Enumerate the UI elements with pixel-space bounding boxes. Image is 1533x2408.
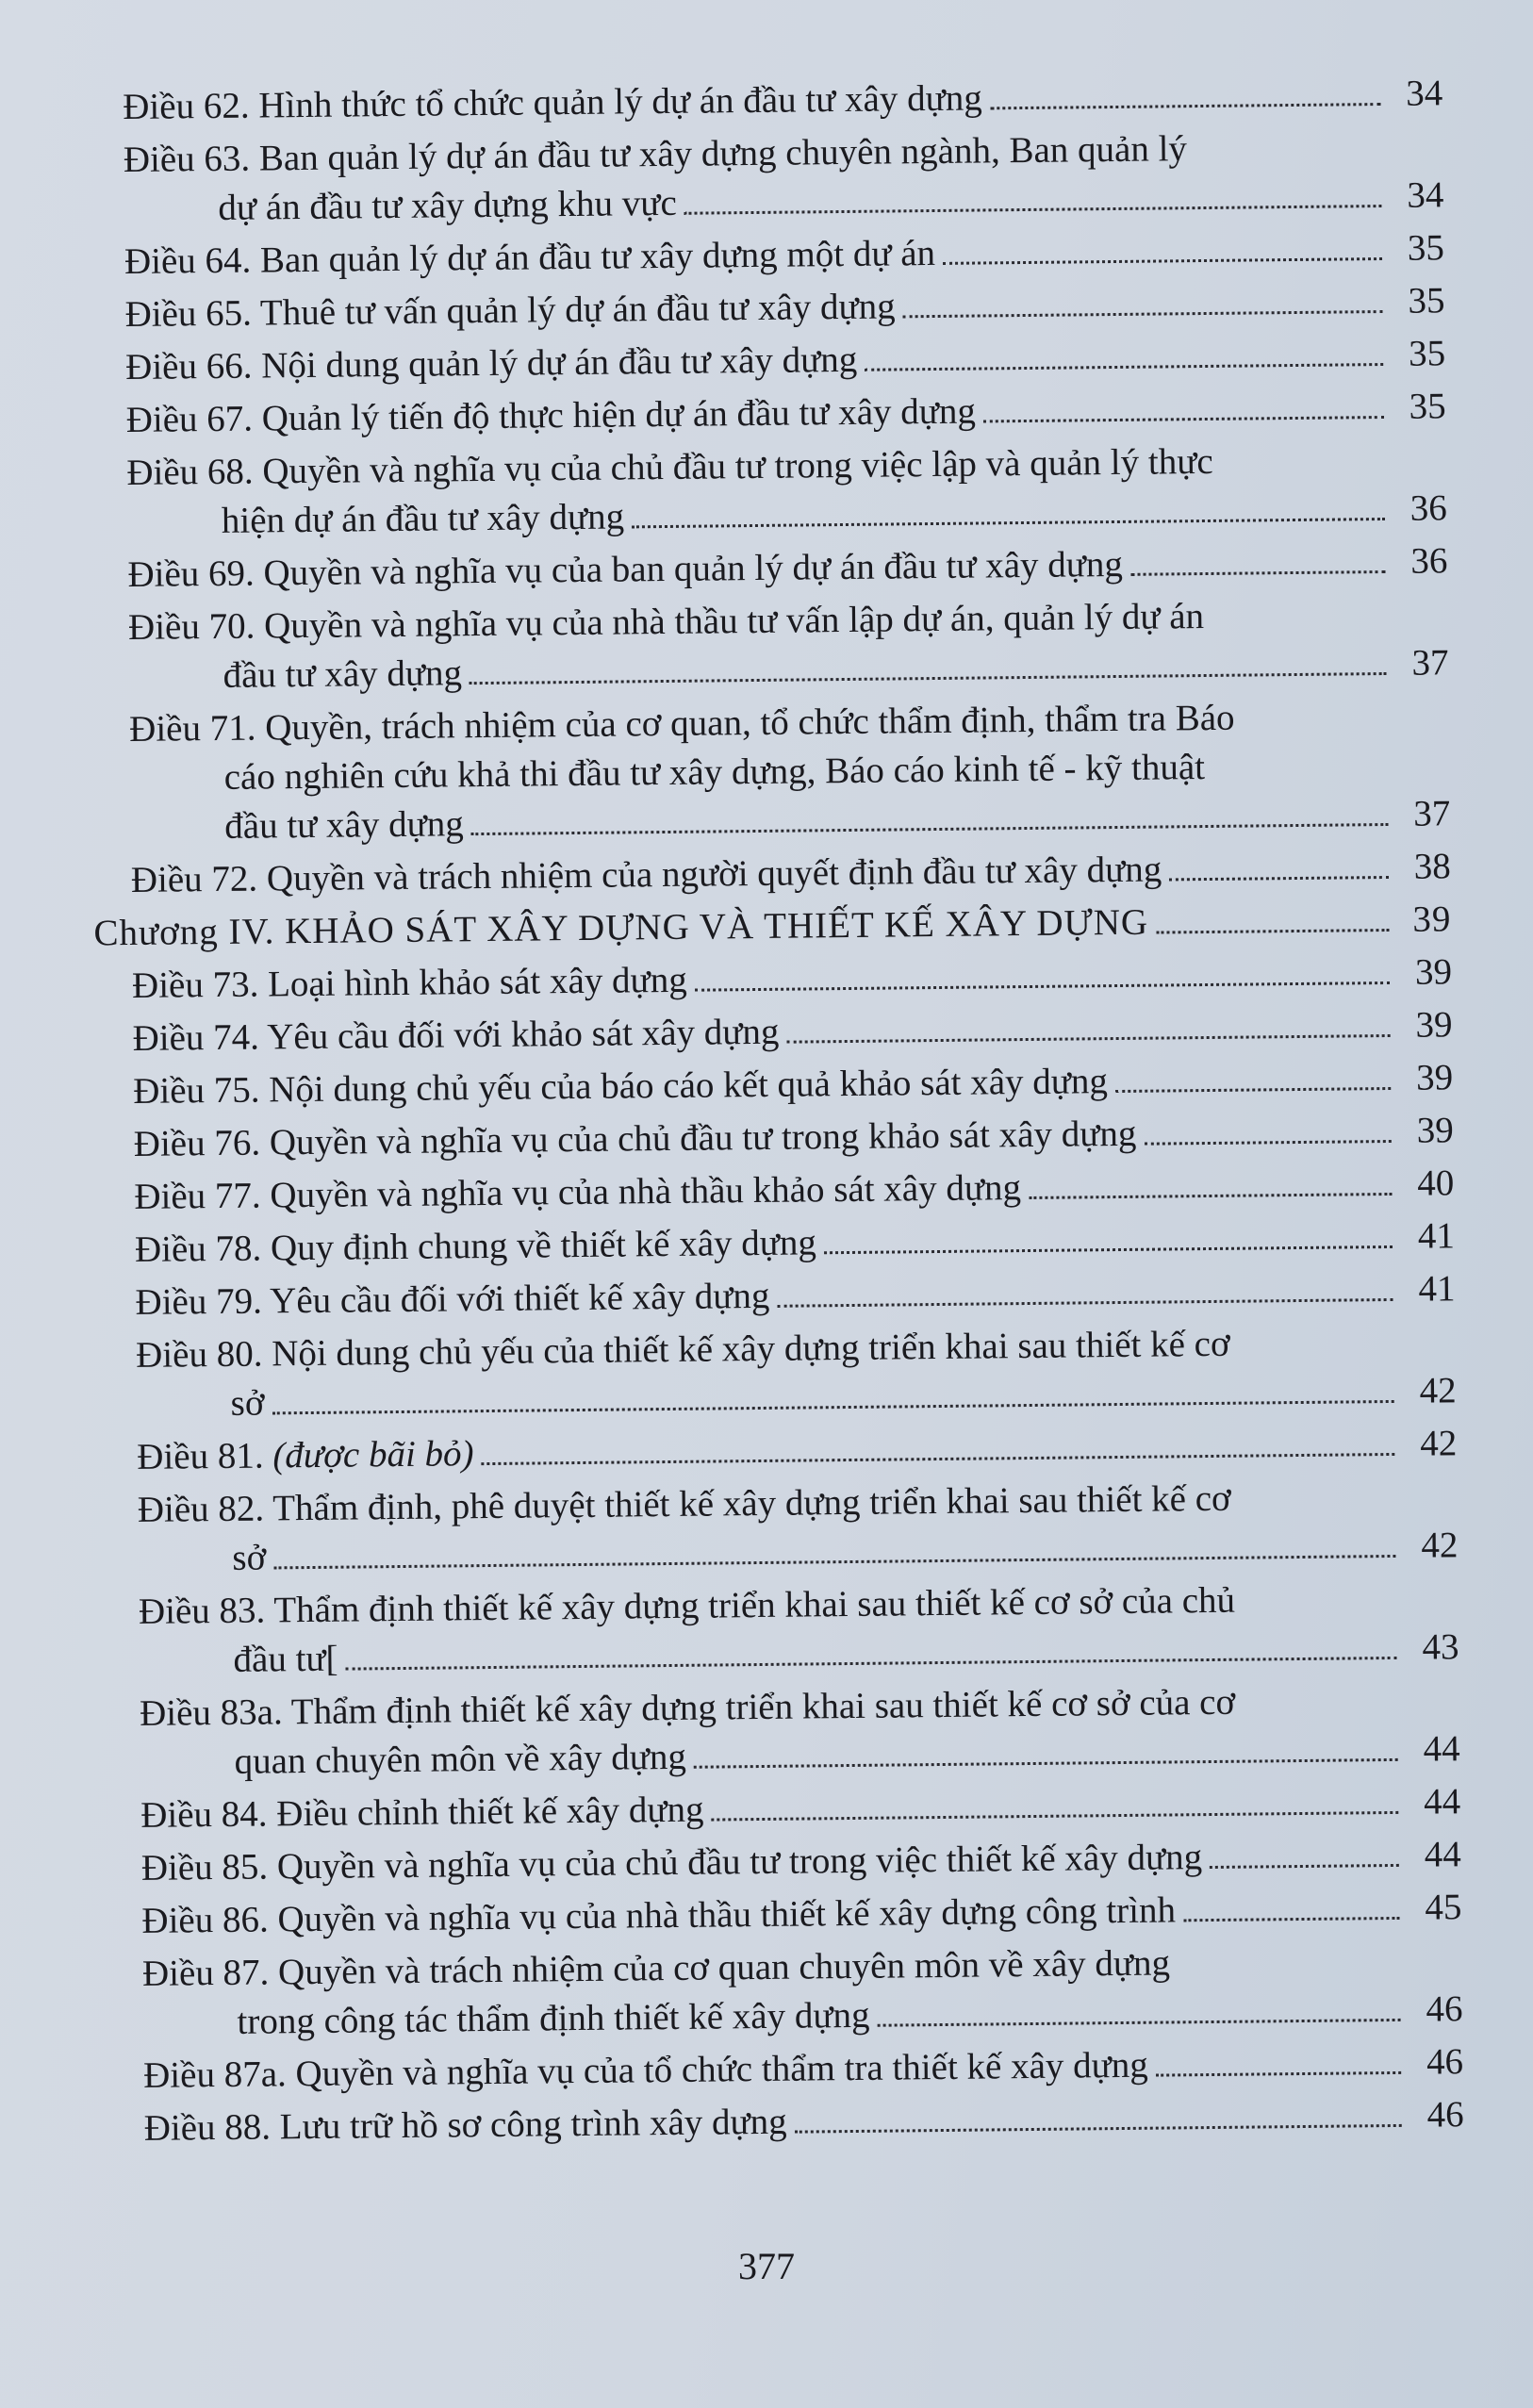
toc-entry bbox=[136, 1317, 1457, 1429]
toc-entry-title: Điều 65. Thuê tư vấn quản lý dự án đầu tư xây dựng bbox=[124, 286, 896, 335]
toc-entry-title: cáo nghiên cứu khả thi đầu tư xây dựng, Báo cáo kinh tế - kỹ thuật bbox=[223, 747, 1206, 798]
toc-entry-line bbox=[143, 2037, 1463, 2101]
dot-leader bbox=[470, 672, 1386, 684]
toc-entry bbox=[142, 1936, 1463, 2048]
toc-entry-title: Điều 63. Ban quản lý dự án đầu tư xây dựng chuyên ngành, Ban quản lý bbox=[123, 128, 1188, 180]
toc-entry bbox=[132, 948, 1452, 1011]
toc-page-number: 44 bbox=[1424, 1834, 1461, 1875]
dot-leader bbox=[795, 2124, 1402, 2134]
toc-entry-line bbox=[93, 895, 1451, 958]
toc-entry bbox=[124, 276, 1444, 339]
toc-entry bbox=[138, 1472, 1459, 1584]
toc-entry-line bbox=[124, 223, 1444, 287]
toc-page-number: 44 bbox=[1423, 1781, 1461, 1822]
toc-page-number: 39 bbox=[1412, 899, 1452, 940]
toc-entry-line bbox=[135, 1212, 1455, 1275]
toc-entry-title: Điều 88. Lưu trữ hồ sơ công trình xây dựng bbox=[143, 2101, 787, 2149]
toc-entry bbox=[135, 1264, 1455, 1328]
toc-page-number: 35 bbox=[1408, 333, 1446, 374]
toc-entry bbox=[143, 2090, 1463, 2153]
dot-leader bbox=[273, 1555, 1395, 1569]
toc-entry-title: Điều 83a. Thẩm định thiết kế xây dựng triển khai sau thiết kế cơ sở của cơ bbox=[139, 1681, 1236, 1734]
dot-leader bbox=[1210, 1864, 1399, 1869]
toc-page-number: 42 bbox=[1419, 1370, 1457, 1411]
toc-entry-line bbox=[134, 1106, 1454, 1169]
toc-entry-title: Điều 74. Yêu cầu đối với khảo sát xây dựng bbox=[132, 1011, 780, 1059]
toc-entry bbox=[129, 691, 1451, 852]
dot-leader bbox=[1115, 1087, 1391, 1093]
toc-entry-line bbox=[134, 1159, 1454, 1222]
dot-leader bbox=[990, 103, 1380, 109]
repealed-note: (được bãi bỏ) bbox=[272, 1433, 474, 1476]
toc-entry-title: Điều 86. Quyền và nghĩa vụ của nhà thầu thiết kế xây dựng công trình bbox=[141, 1889, 1177, 1941]
toc-page-number: 44 bbox=[1423, 1728, 1460, 1770]
dot-leader bbox=[1130, 570, 1386, 576]
dot-leader bbox=[824, 1245, 1393, 1254]
toc-entry-title: Điều 70. Quyền và nghĩa vụ của nhà thầu tư vấn lập dự án, quản lý dự án bbox=[127, 596, 1205, 648]
toc-entry-title: Điều 71. Quyền, trách nhiệm của cơ quan, tổ chức thẩm định, thẩm tra Báo bbox=[128, 697, 1235, 750]
toc-entry bbox=[124, 223, 1444, 287]
dot-leader bbox=[787, 1034, 1391, 1044]
toc-entry-title: Chương IV. KHẢO SÁT XÂY DỰNG VÀ THIẾT KẾ XÂY DỰNG bbox=[93, 901, 1149, 954]
toc-entry-title: Điều 72. Quyền và trách nhiệm của người quyết định đầu tư xây dựng bbox=[130, 849, 1162, 900]
dot-leader bbox=[1029, 1193, 1392, 1199]
page-number: 377 bbox=[738, 2245, 795, 2287]
toc-entry bbox=[143, 2037, 1463, 2101]
dot-leader bbox=[777, 1298, 1393, 1308]
toc-page-number: 46 bbox=[1426, 1988, 1463, 2030]
toc-page-number: 37 bbox=[1411, 642, 1449, 684]
toc-entry-title: dự án đầu tư xây dựng khu vực bbox=[218, 182, 677, 228]
toc-entry-line bbox=[140, 1777, 1460, 1840]
dot-leader bbox=[694, 1758, 1398, 1769]
toc-page-number: 41 bbox=[1418, 1268, 1456, 1310]
toc-entry-title: Điều 87. Quyền và trách nhiệm của cơ quan chuyên môn về xây dựng bbox=[141, 1942, 1171, 1994]
toc-entry-title: trong công tác thẩm định thiết kế xây dựng bbox=[237, 1994, 870, 2042]
toc-entry-title: Điều 82. Thẩm định, phê duyệt thiết kế xây dựng triển khai sau thiết kế cơ bbox=[137, 1477, 1231, 1530]
toc-page-number: 40 bbox=[1417, 1163, 1455, 1204]
toc-entry-line bbox=[143, 2090, 1463, 2153]
toc-entry-line bbox=[132, 1000, 1452, 1064]
toc-entry-line bbox=[135, 1264, 1455, 1328]
toc-entry-line bbox=[133, 1053, 1453, 1116]
toc-entry-title: Điều 84. Điều chỉnh thiết kế xây dựng bbox=[140, 1789, 704, 1836]
dot-leader bbox=[695, 981, 1390, 992]
toc-entry bbox=[140, 1675, 1460, 1788]
toc-entry-line bbox=[125, 329, 1445, 392]
dot-leader bbox=[1156, 929, 1389, 934]
dot-leader bbox=[684, 205, 1382, 215]
toc-entry-title: Điều 85. Quyền và nghĩa vụ của chủ đầu tư trong việc thiết kế xây dựng bbox=[140, 1837, 1203, 1888]
toc-entry bbox=[127, 536, 1447, 600]
toc-entry-line bbox=[131, 842, 1451, 905]
toc-entry-title: Điều 68. Quyền và nghĩa vụ của chủ đầu tư trong việc lập và quản lý thực bbox=[126, 440, 1213, 493]
dot-leader bbox=[272, 1400, 1394, 1414]
toc-page-number: 34 bbox=[1405, 73, 1443, 114]
toc-entry-line bbox=[127, 536, 1447, 600]
toc-entry bbox=[134, 1159, 1454, 1222]
toc-entry-title: Điều 83. Thẩm định thiết kế xây dựng triển khai sau thiết kế cơ sở của chủ bbox=[138, 1579, 1236, 1632]
toc-entry-line bbox=[141, 1883, 1461, 1946]
toc-page-number: 38 bbox=[1413, 846, 1452, 887]
toc-entry-line bbox=[132, 948, 1452, 1011]
dot-leader bbox=[1169, 876, 1389, 881]
toc-entry bbox=[133, 1053, 1453, 1116]
toc-entry-title: Điều 77. Quyền và nghĩa vụ của nhà thầu khảo sát xây dựng bbox=[134, 1167, 1022, 1217]
toc-entry-line bbox=[137, 1419, 1457, 1482]
dot-leader bbox=[1144, 1140, 1391, 1146]
toc-entry-title: Điều 67. Quản lý tiến độ thực hiện dự án đầu tư xây dựng bbox=[125, 390, 977, 440]
toc-page-number: 39 bbox=[1416, 1110, 1454, 1151]
toc-page-number: 36 bbox=[1409, 487, 1448, 529]
toc-page-number: 35 bbox=[1409, 386, 1446, 427]
toc-entry bbox=[140, 1777, 1460, 1840]
toc-entry bbox=[125, 382, 1445, 445]
toc-page-number: 39 bbox=[1415, 1057, 1454, 1098]
toc-entry-title: Điều 66. Nội dung quản lý dự án đầu tư xây dựng bbox=[124, 338, 858, 388]
toc-entry-title: sở bbox=[230, 1382, 265, 1424]
toc-entry bbox=[123, 69, 1442, 132]
toc-entry bbox=[124, 122, 1444, 234]
toc-entry bbox=[141, 1883, 1461, 1946]
toc-chapter-heading bbox=[93, 895, 1451, 958]
dot-leader bbox=[943, 257, 1382, 265]
toc-page-number: 35 bbox=[1408, 280, 1445, 322]
toc-entry-line bbox=[141, 1830, 1461, 1893]
toc-entry-title: Điều 81. (được bãi bỏ) bbox=[137, 1433, 474, 1477]
toc-page-number: 41 bbox=[1417, 1215, 1456, 1257]
toc-entry-title: Điều 79. Yêu cầu đối với thiết kế xây dựng bbox=[135, 1275, 770, 1323]
dot-leader bbox=[903, 310, 1383, 318]
dot-leader bbox=[1183, 1917, 1399, 1921]
toc-entry-title: Điều 64. Ban quản lý dự án đầu tư xây dựng một dự án bbox=[124, 232, 936, 282]
toc-page-number: 36 bbox=[1410, 540, 1448, 582]
toc-entry-line bbox=[124, 276, 1444, 339]
dot-leader bbox=[346, 1657, 1397, 1671]
dot-leader bbox=[983, 416, 1384, 422]
toc-entry-title: Điều 80. Nội dung chủ yếu của thiết kế xây dựng triển khai sau thiết kế cơ bbox=[135, 1323, 1230, 1376]
dot-leader bbox=[878, 2019, 1401, 2027]
toc-page-number: 46 bbox=[1426, 2094, 1464, 2136]
toc-entry-title: sở bbox=[232, 1537, 267, 1578]
toc-entry-title: đầu tư xây dựng bbox=[223, 652, 463, 696]
dot-leader bbox=[482, 1453, 1395, 1465]
toc-page-number: 39 bbox=[1414, 951, 1453, 993]
toc-entry-title: hiện dự án đầu tư xây dựng bbox=[221, 496, 625, 541]
toc-entry-title: Điều 75. Nội dung chủ yếu của báo cáo kết quả khảo sát xây dựng bbox=[132, 1061, 1109, 1112]
toc-entry bbox=[131, 842, 1451, 905]
toc-entry-line bbox=[125, 382, 1445, 445]
toc-entry-title: Điều 78. Quy định chung về thiết kế xây dựng bbox=[134, 1222, 817, 1270]
toc-page-number: 46 bbox=[1426, 2041, 1464, 2083]
toc-entry bbox=[141, 1830, 1461, 1893]
toc-page-number: 35 bbox=[1407, 227, 1445, 269]
toc-page-number: 45 bbox=[1425, 1887, 1462, 1928]
toc-entry-title: Điều 62. Hình thức tổ chức quản lý dự án đầu tư xây dựng bbox=[123, 77, 982, 127]
toc-entry bbox=[139, 1574, 1459, 1686]
dot-leader bbox=[1156, 2071, 1401, 2077]
toc-entry bbox=[128, 589, 1449, 701]
toc-entry-title: Điều 73. Loại hình khảo sát xây dựng bbox=[131, 959, 687, 1006]
toc-entry bbox=[126, 435, 1447, 547]
dot-leader bbox=[712, 1811, 1399, 1822]
toc-page-number: 37 bbox=[1412, 793, 1451, 834]
toc-entry bbox=[134, 1106, 1454, 1169]
toc-entry bbox=[125, 329, 1445, 392]
table-of-contents bbox=[93, 69, 1464, 2157]
toc-page-number: 42 bbox=[1419, 1423, 1458, 1464]
dot-leader bbox=[632, 518, 1385, 528]
toc-entry-line bbox=[123, 69, 1442, 132]
toc-entry-title: đầu tư xây dựng bbox=[224, 803, 464, 847]
toc-entry bbox=[132, 1000, 1452, 1064]
toc-page-number: 42 bbox=[1421, 1525, 1459, 1566]
toc-entry-title: Điều 76. Quyền và nghĩa vụ của chủ đầu tư trong khảo sát xây dựng bbox=[133, 1113, 1137, 1164]
toc-page-number: 43 bbox=[1422, 1626, 1459, 1668]
dot-leader bbox=[865, 363, 1383, 371]
toc-page-number: 34 bbox=[1407, 174, 1444, 216]
toc-entry bbox=[137, 1419, 1457, 1482]
toc-page-number: 39 bbox=[1415, 1004, 1453, 1046]
toc-entry-title: đầu tư[ bbox=[233, 1638, 338, 1680]
toc-entry-title: quan chuyên môn về xây dựng bbox=[234, 1736, 687, 1782]
toc-entry-title: Điều 87a. Quyền và nghĩa vụ của tổ chức thẩm tra thiết kế xây dựng bbox=[142, 2044, 1149, 2096]
toc-entry bbox=[135, 1212, 1455, 1275]
toc-entry-title: Điều 69. Quyền và nghĩa vụ của ban quản lý dự án đầu tư xây dựng bbox=[127, 543, 1124, 595]
dot-leader bbox=[471, 823, 1388, 835]
